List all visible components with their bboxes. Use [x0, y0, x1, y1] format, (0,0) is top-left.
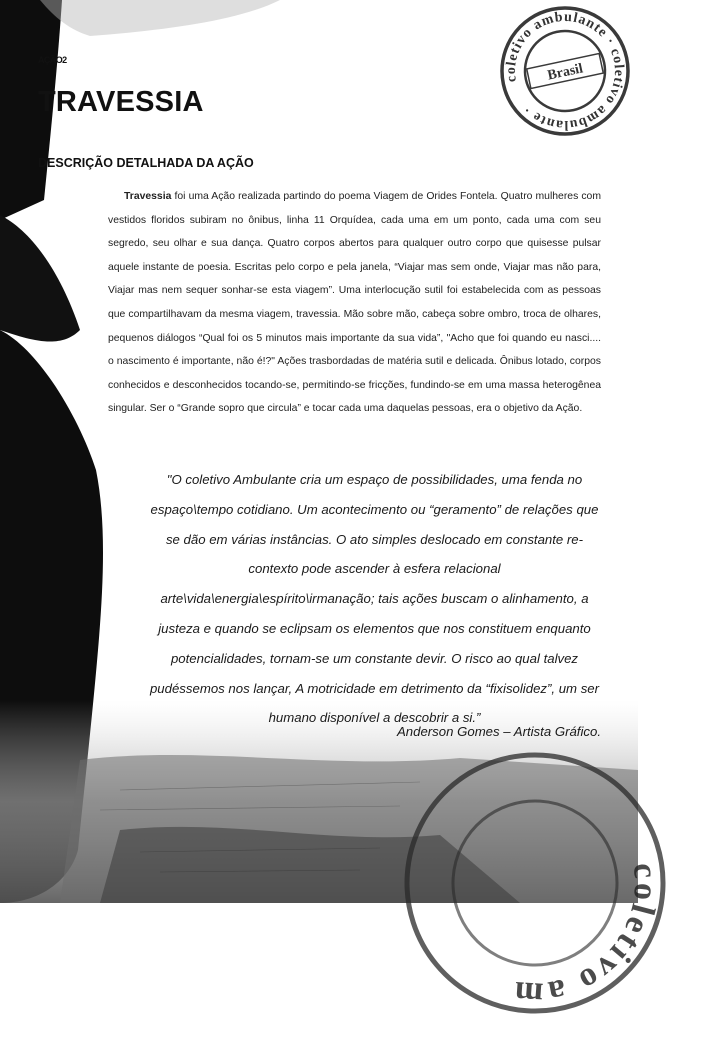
quote-block: "O coletivo Ambulante cria um espaço de possibilidades, uma fenda no espaço\tempo cotidiano. Um acontecimento ou “geramento” de relações que se dão em várias instâncias. O ato simples deslocado em constante re-contexto pode ascender à esfera relacional arte\vida\energia\espírito\irmanação; tais ações buscam o alinhamento, a justeza e quando se eclipsam os elementos que nos constituem enquanto potencialidades, tornam-se um constante devir. O risco ao qual talvez pudéssemos nos lançar, A motricidade em detrimento da “fixisolidez”, um ser humano disponível a descobrir a si.”	[149, 472, 600, 726]
description-text: foi uma Ação realizada partindo do poema Viagem de Orides Fontela. Quatro mulheres com vestidos floridos subiram no ônibus, linha 11 Orquídea, cada uma em um ponto, cada uma com seu segredo, seu olhar e sua dança. Quatro corpos abertos para qualquer outro corpo que quisesse pulsar aquele instante de poesia. Escritas pelo corpo e pela janela, “Viajar mas sem onde, Viajar mas não para, Viajar mas nem sequer sonhar-se esta viagem”. Uma interlocução sutil foi estabelecida com as pessoas que compartilhavam da mesma viagem, travessia. Mão sobre mão, cabeça sobre ombro, troca de olhares, pequenos diálogos “Qual foi os 5 minutos mais importante da sua vida”, "Acho que foi quando eu nasci.... o nascimento é importante, não é!?" Ações trasbordadas de matéria sutil e delicada. Ônibus lotado, corpos conhecidos e desconhecidos tocando-se, permitindo-se fricções, fundindo-se em uma massa heterogênea singular. Ser o “Grande sopro que circula” e tocar cada uma daquelas pessoas, era o objetivo da Ação.	[108, 191, 601, 415]
description-paragraph	[108, 185, 601, 421]
svg-text:coletivo am: coletivo am	[510, 861, 665, 1013]
section-heading: DESCRIÇÃO DETALHADA DA AÇÃO	[38, 156, 254, 170]
svg-text:Brasil: Brasil	[546, 61, 585, 84]
quote-author: Anderson Gomes – Artista Gráfico.	[396, 724, 601, 739]
description-lead: Travessia	[124, 191, 172, 202]
svg-text:coletivo ambulante · coletivo: coletivo ambulante · coletivo ambulante ·	[503, 9, 627, 133]
action-number-label: AÇÃO2	[38, 55, 67, 65]
page-title: TRAVESSIA	[38, 86, 204, 118]
